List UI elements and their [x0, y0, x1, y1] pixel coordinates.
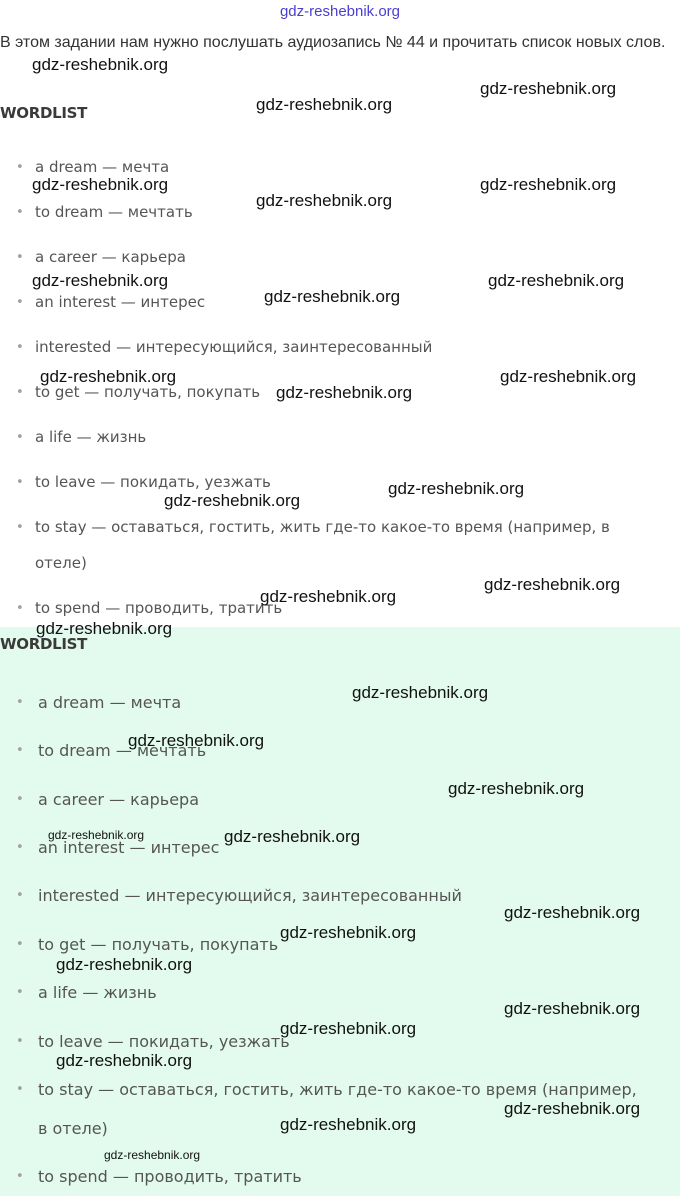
watermark: gdz-reshebnik.org: [48, 828, 145, 842]
watermark: gdz-reshebnik.org: [32, 175, 169, 194]
bullet-icon: •: [16, 385, 24, 400]
bullet-icon: •: [16, 340, 24, 355]
bullet-icon: •: [16, 937, 24, 952]
watermark: gdz-reshebnik.org: [32, 271, 169, 290]
bullet-icon: •: [16, 295, 24, 310]
bullet-icon: •: [16, 743, 24, 758]
watermark: gdz-reshebnik.org: [280, 1115, 417, 1134]
site-link[interactable]: gdz-reshebnik.org: [279, 3, 401, 20]
watermark: gdz-reshebnik.org: [256, 191, 393, 210]
watermark: gdz-reshebnik.org: [164, 491, 301, 510]
bullet-icon: •: [16, 430, 24, 445]
watermark: gdz-reshebnik.org: [504, 1099, 641, 1118]
watermark: gdz-reshebnik.org: [448, 779, 585, 798]
watermark: gdz-reshebnik.org: [32, 55, 169, 74]
watermark: gdz-reshebnik.org: [504, 999, 641, 1018]
bullet-icon: •: [16, 695, 24, 710]
watermark: gdz-reshebnik.org: [280, 1019, 417, 1038]
bullet-icon: •: [16, 1034, 24, 1049]
intro-paragraph: В этом задании нам нужно послушать аудиозапись № 44 и прочитать список новых слов.: [0, 34, 666, 51]
wordlist-panel-2: WORDLIST • a dream — мечта • to dream — мечтать • a career — карьера • an interest — интерес • interested — интересующийся, заинтересованный • to get — получать, покупать • a life — жизнь • to leave — покидать, уезжать • to stay — оставаться, гостить, жить где-то какое-то время (например, в отеле) • to spend — проводить, тратить: [0, 627, 680, 1196]
watermark: gdz-reshebnik.org: [256, 95, 393, 114]
watermark: gdz-reshebnik.org: [264, 287, 401, 306]
watermark: gdz-reshebnik.org: [500, 367, 637, 386]
watermark: gdz-reshebnik.org: [504, 903, 641, 922]
watermark: gdz-reshebnik.org: [276, 383, 413, 402]
watermark: gdz-reshebnik.org: [224, 827, 361, 846]
bullet-icon: •: [16, 888, 24, 903]
bullet-icon: •: [16, 792, 24, 807]
watermark: gdz-reshebnik.org: [480, 79, 617, 98]
watermark: gdz-reshebnik.org: [260, 587, 397, 606]
watermark: gdz-reshebnik.org: [40, 367, 177, 386]
bullet-icon: •: [16, 840, 24, 855]
watermark: gdz-reshebnik.org: [104, 1148, 201, 1162]
page: gdz-reshebnik.org В этом задании нам нужно послушать аудиозапись № 44 и прочитать список новых слов. WORDLIST • a dream — мечта • to dream — мечтать • a career — карьера • an interest — интерес • interested — интересующийся, заинтересованный • to get — получать, покупать • a life — жизнь • to leave — покидать, уезжать • to stay — оставаться, гостить, жить где-то какое-то время (например, в отеле) • to spend — проводить, тратить WORDLIST • a dream — мечта • to dream — мечтать • a career — карьера • an interest — интерес • interested — интересующийся, заинтересованный • to get — получать, покупать • a life — жизнь • to leave — покидать, уезжать • to stay — оставаться, гостить, жить где-то какое-то время (например, в отеле) • to spend — проводить, тратить gdz-reshebnik.org gdz-reshebnik.org gdz-reshebnik.org gdz-reshebnik.org gdz-reshebnik.org gdz-reshebnik.org gdz-reshebnik.org gdz-reshebnik.org gdz-reshebnik.org gdz-reshebnik.org gdz-reshebnik.org gdz-reshebnik.org gdz-reshebnik.org gdz-reshebnik.org gdz-reshebnik.org gdz-reshebnik.org gdz-reshebnik.org gdz-reshebnik.org gdz-reshebnik.org gdz-reshebnik.org gdz-reshebnik.org gdz-reshebnik.org gdz-reshebnik.org gdz-reshebnik.org gdz-reshebnik.org gdz-reshebnik.org gdz-reshebnik.org gdz-reshebnik.org gdz-reshebnik.org gdz-reshebnik.org gdz-reshebnik.org: [0, 0, 680, 1196]
watermark: gdz-reshebnik.org: [480, 175, 617, 194]
bullet-icon: •: [16, 1169, 24, 1184]
watermark: gdz-reshebnik.org: [488, 271, 625, 290]
watermark: gdz-reshebnik.org: [484, 575, 621, 594]
wordlist-heading-1: WORDLIST: [0, 104, 88, 122]
watermark: gdz-reshebnik.org: [388, 479, 525, 498]
wordlist-heading-2: WORDLIST: [0, 635, 88, 653]
bullet-icon: •: [16, 250, 24, 265]
watermark: gdz-reshebnik.org: [56, 955, 193, 974]
bullet-icon: •: [16, 520, 24, 535]
bullet-icon: •: [16, 1082, 24, 1097]
watermark: gdz-reshebnik.org: [128, 731, 265, 750]
bullet-icon: •: [16, 205, 24, 220]
watermark: gdz-reshebnik.org: [280, 923, 417, 942]
watermark: gdz-reshebnik.org: [352, 683, 489, 702]
bullet-icon: •: [16, 475, 24, 490]
bullet-icon: •: [16, 601, 24, 616]
bullet-icon: •: [16, 160, 24, 175]
watermark: gdz-reshebnik.org: [36, 619, 173, 638]
watermark: gdz-reshebnik.org: [56, 1051, 193, 1070]
bullet-icon: •: [16, 985, 24, 1000]
